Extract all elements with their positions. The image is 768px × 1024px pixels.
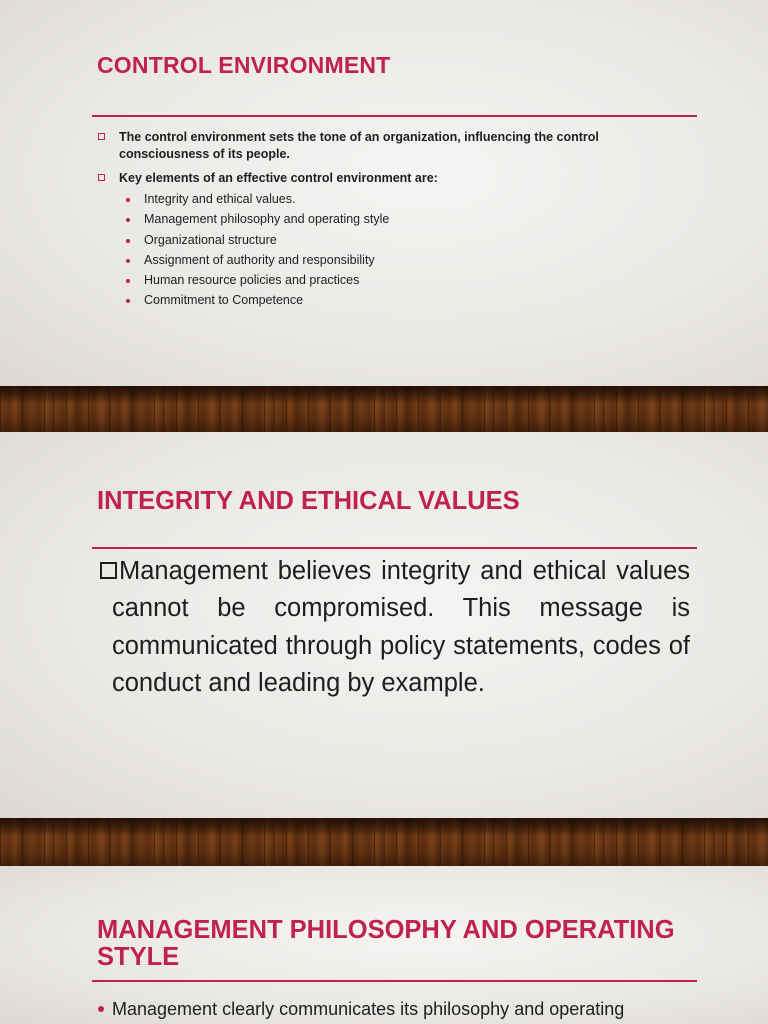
list-item xyxy=(126,211,389,231)
wood-floor-separator xyxy=(0,386,768,432)
bullet-item xyxy=(98,129,688,163)
list-item-text: Organizational structure xyxy=(144,232,277,247)
bullet-text: Key elements of an effective control environment are: xyxy=(119,171,438,185)
slide-integrity-ethical-values xyxy=(0,432,768,818)
dot-bullet-icon xyxy=(126,299,130,303)
bullet-text: The control environment sets the tone of an organization, influencing the control consciousness of its people. xyxy=(119,130,599,161)
square-bullet-icon xyxy=(100,562,117,579)
slide-management-philosophy xyxy=(0,866,768,1024)
list-item xyxy=(126,191,389,211)
bullet-paragraph xyxy=(98,997,690,1021)
slide-control-environment xyxy=(0,0,768,386)
bullet-item xyxy=(98,170,688,187)
dot-bullet-icon xyxy=(126,279,130,283)
dot-bullet-icon xyxy=(126,239,130,243)
title-divider xyxy=(92,547,697,549)
list-item xyxy=(126,232,389,252)
paragraph-text: Management believes integrity and ethical values cannot be compromised. This message is communicated through policy statements, codes of conduct and leading by example. xyxy=(112,557,690,697)
slide-title: CONTROL ENVIRONMENT xyxy=(97,52,391,78)
list-item xyxy=(126,292,389,312)
dot-bullet-icon xyxy=(126,259,130,263)
paragraph-text: Management clearly communicates its philosophy and operating xyxy=(112,999,625,1019)
list-item-text: Management philosophy and operating style xyxy=(144,212,390,227)
square-bullet-icon xyxy=(98,133,105,140)
slide-title: INTEGRITY AND ETHICAL VALUES xyxy=(97,487,520,515)
dot-bullet-icon xyxy=(126,218,130,222)
list-item-text: Human resource policies and practices xyxy=(144,273,360,288)
title-divider xyxy=(92,115,697,117)
dot-bullet-icon xyxy=(126,198,130,202)
list-item xyxy=(126,272,389,292)
key-elements-list xyxy=(126,191,389,313)
slide-title: MANAGEMENT PHILOSOPHY AND OPERATING STYLE xyxy=(97,916,675,971)
wood-floor-separator xyxy=(0,818,768,866)
dot-bullet-icon xyxy=(98,1006,104,1012)
square-bullet-icon xyxy=(98,174,105,181)
title-divider xyxy=(92,980,697,982)
list-item-text: Commitment to Competence xyxy=(144,293,304,308)
list-item xyxy=(126,252,389,272)
list-item-text: Assignment of authority and responsibility xyxy=(144,252,375,267)
bullet-paragraph xyxy=(98,553,690,702)
list-item-text: Integrity and ethical values. xyxy=(144,192,296,206)
